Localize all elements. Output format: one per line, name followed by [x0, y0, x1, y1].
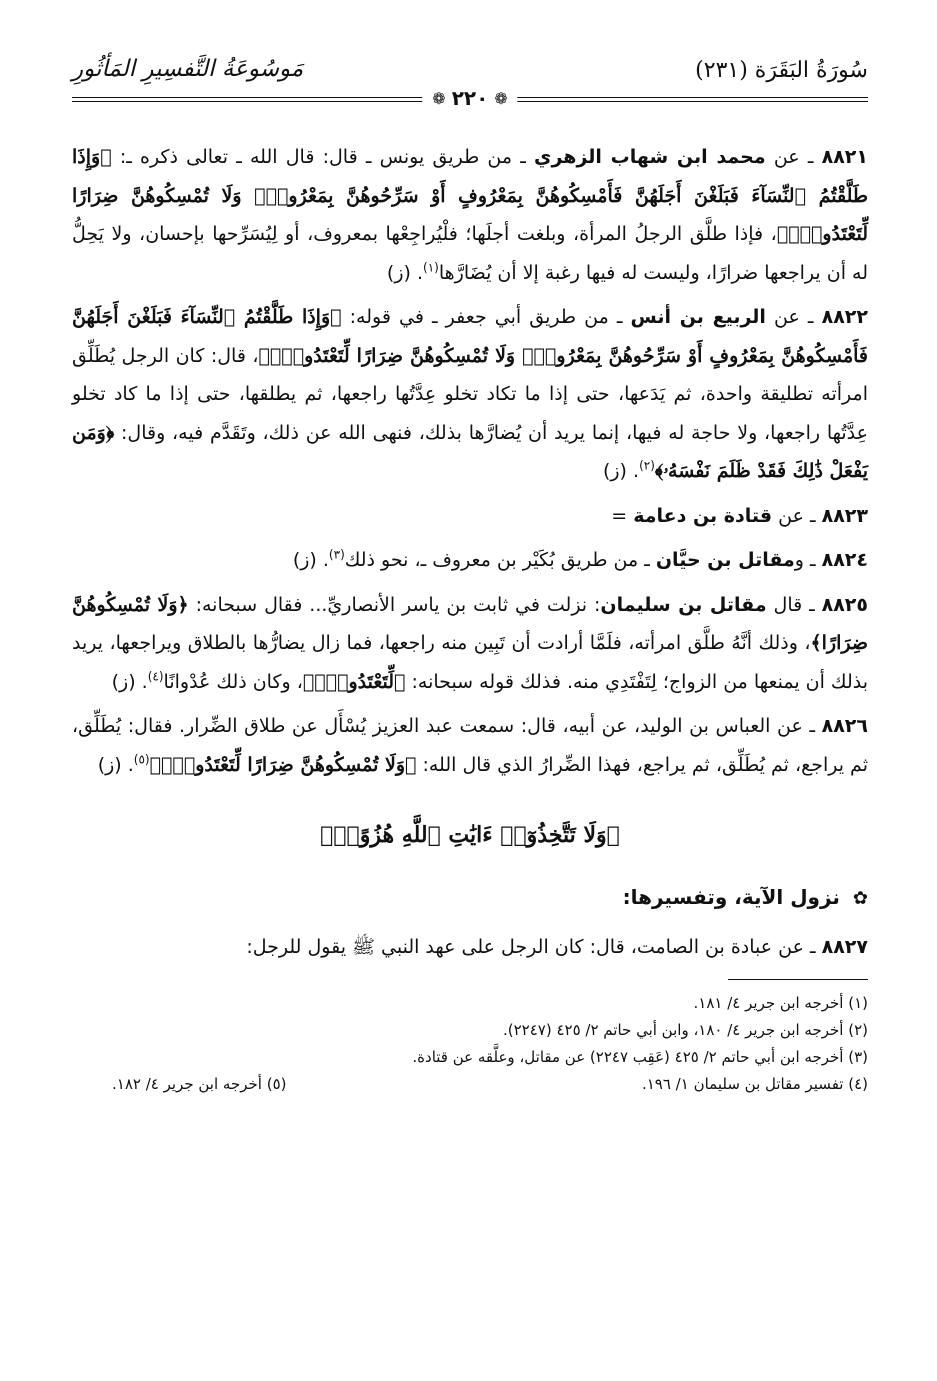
quran-quote: ﴿وَلَا تُمْسِكُوهُنَّ ضِرَارًا لِّتَعْتَدُوا۟ۚ﴾	[149, 753, 417, 776]
entry-text: ـ قال	[766, 593, 822, 616]
entry-text: ، قال: كان الرجل يُطَلِّق امرأته تطليقة واحدة، ثم يَدَعها، حتى إذا ما تكاد تخلو عِدَّتُها راجعها، ثم يطلقها، حتى إذا ما كاد تخلو عِدَّتُها راجعها، ولا حاجة له فيها، إنما يريد أن يُضارَّها بذلك، فنهى الله عن ذلك، وتَقَدَّم فيه، وقال:	[72, 344, 868, 444]
entry-text: ـ و	[794, 549, 822, 571]
footnote-ref[interactable]: (١)	[423, 260, 439, 275]
flower-icon: ✿	[852, 888, 868, 909]
entry-text: . (ز)	[111, 670, 148, 693]
entry-number: ٨٨٢٤	[821, 549, 868, 571]
narrator-name: محمد ابن شهاب الزهري	[534, 146, 766, 168]
verse-heading: ﴿وَلَا تَتَّخِذُوٓا۟ ءَايَٰتِ ٱللَّهِ هُزُوًاۚ﴾	[320, 822, 620, 848]
footnote-2: (٢) أخرجه ابن جرير ٤/ ١٨٠، وابن أبي حاتم ٢/ ٤٢٥ (٢٢٤٧).	[502, 1020, 868, 1039]
entry-text: ، وذلك أنَّهُ طلَّق امرأته، فلَمَّا أرادت أن تَبِين منه راجعها، فما زال يضارُّها بالطلاق ويراجعها، يريد بذلك أن يمنعها من الزواج؛ لِتَفْتَدِي منه. فذلك قوله سبحانه:	[72, 632, 868, 693]
entry-text: . (ز)	[386, 261, 424, 284]
entry-text: . (ز)	[602, 460, 640, 482]
entry-number: ٨٨٢٥	[821, 593, 868, 616]
entry-text: ـ من طريق بُكَيْر بن معروف ـ، نحو ذلك	[344, 549, 656, 571]
page-number: ٢٢٠	[451, 86, 489, 110]
flower-ornament-icon: ❁	[494, 88, 508, 108]
entry-text: ـ من طريق يونس ـ قال: قال الله ـ تعالى ذكره ـ:	[111, 146, 535, 168]
book-page	[72, 50, 868, 1370]
entry-number: ٨٨٢٢	[821, 306, 868, 328]
entry-paragraph	[72, 586, 868, 702]
entry-text: . (ز)	[292, 549, 329, 571]
entry-paragraph	[72, 707, 868, 784]
entries-list	[72, 138, 868, 784]
narrator-name: مقاتل بن حيَّان	[655, 549, 795, 571]
entry-text: ـ عن عبادة بن الصامت، قال: كان الرجل على عهد النبي ﷺ يقول للرجل:	[246, 936, 822, 958]
footnote-3: (٣) أخرجه ابن أبي حاتم ٢/ ٤٢٥ (عَقِب ٢٢٤٧) عن مقاتل، وعلَّقه عن قتادة.	[412, 1047, 868, 1066]
footnote-rule	[728, 979, 868, 980]
entry-text: ـ عن	[772, 504, 822, 527]
footnote-ref[interactable]: (٢)	[639, 458, 655, 473]
entry-paragraph	[72, 298, 868, 491]
footnote-ref[interactable]: (٥)	[133, 752, 150, 767]
footnotes	[72, 990, 868, 1098]
entry-text: . (ز)	[97, 753, 134, 776]
surah-label: سُورَةُ البَقَرَة (٢٣١)	[695, 58, 868, 83]
footnote-ref[interactable]: (٤)	[147, 669, 164, 684]
entry-number: ٨٨٢٦	[821, 715, 868, 737]
entry-paragraph	[72, 138, 868, 292]
footnote-row	[72, 1071, 868, 1098]
footnote-1: (١) أخرجه ابن جرير ٤/ ١٨١.	[693, 993, 868, 1012]
entry-paragraph	[72, 497, 868, 536]
entry-number: ٨٨٢٧	[821, 936, 868, 958]
entry-text: ـ عن	[765, 306, 822, 328]
section-heading	[72, 878, 868, 918]
narrator-name: مقاتل بن سليمان	[600, 593, 767, 616]
entry-text: ، فإذا طلَّق الرجلُ المرأة، وبلغت أجلَها؛ فلْيُراجِعْها بمعروف، أو لِيُسَرِّحها بإحسان، ولا يَحِلُّ له أن يراجعها ضرارًا، وليست له فيها رغبة إلا أن يُضَارَّها	[72, 223, 868, 284]
narrator-name: قتادة بن دعامة	[633, 504, 773, 527]
footnote-5: (٥) أخرجه ابن جرير ٤/ ١٨٢.	[112, 1074, 287, 1093]
entry-number: ٨٨٢١	[821, 146, 868, 168]
entry-text: : نزلت في ثابت بن ياسر الأنصاريِّ... فقال سبحانه:	[188, 593, 601, 616]
page-number-block	[422, 86, 517, 110]
quran-quote: ﴿لِّتَعْتَدُوا۟ۚ﴾	[302, 670, 406, 693]
quran-quote: ﴿وَمَن يَفْعَلْ ذَٰلِكَ فَقَدْ ظَلَمَ نَفْسَهُۥ﴾	[72, 421, 868, 482]
quran-quote: ﴿وَلَا تُمْسِكُوهُنَّ ضِرَارًا﴾	[72, 593, 868, 654]
book-title: مَوسُوعَةُ التَّفسِيرِ المَأثُورِ	[72, 56, 304, 82]
entry-text: =	[611, 504, 634, 527]
quran-quote: ﴿وَإِذَا طَلَّقْتُمُ ٱلنِّسَآءَ فَبَلَغْنَ أَجَلَهُنَّ فَأَمْسِكُوهُنَّ بِمَعْرُوفٍ أَوْ سَرِّحُوهُنَّ بِمَعْرُوفٍۚ وَلَا تُمْسِكُوهُنَّ ضِرَارًا لِّتَعْتَدُوا۟ۚ﴾	[72, 146, 868, 245]
entry-text: ـ عن العباس بن الوليد، عن أبيه، قال: سمعت عبد العزيز يُسْأَل عن طلاق الضِّرار. فقال: يُطَلِّق، ثم يراجع، ثم يُطَلِّق، ثم يراجع، فهذا الضِّرارُ الذي قال الله:	[72, 715, 868, 776]
page-body	[72, 138, 868, 1098]
quran-quote: ﴿وَإِذَا طَلَّقْتُمُ ٱلنِّسَآءَ فَبَلَغْنَ أَجَلَهُنَّ فَأَمْسِكُوهُنَّ بِمَعْرُوفٍ أَوْ سَرِّحُوهُنَّ بِمَعْرُوفٍۚ وَلَا تُمْسِكُوهُنَّ ضِرَارًا لِّتَعْتَدُوا۟ۚ﴾	[72, 306, 868, 367]
footnote-4: (٤) تفسير مقاتل بن سليمان ١/ ١٩٦.	[641, 1074, 868, 1093]
entry-number: ٨٨٢٣	[821, 504, 868, 527]
section-title: نزول الآية، وتفسيرها:	[622, 885, 840, 909]
page-header	[72, 50, 868, 110]
entry-text: ـ عن	[765, 146, 822, 168]
entry-paragraph	[72, 541, 868, 580]
flower-ornament-icon: ❁	[432, 88, 446, 108]
entry-paragraph	[72, 928, 868, 967]
footnote-ref[interactable]: (٣)	[328, 547, 345, 562]
entry-text: ، وكان ذلك عُدْوانًا	[163, 670, 303, 693]
entry-text: ـ من طريق أبي جعفر ـ في قوله:	[341, 306, 631, 328]
narrator-name: الربيع بن أنس	[630, 306, 766, 328]
